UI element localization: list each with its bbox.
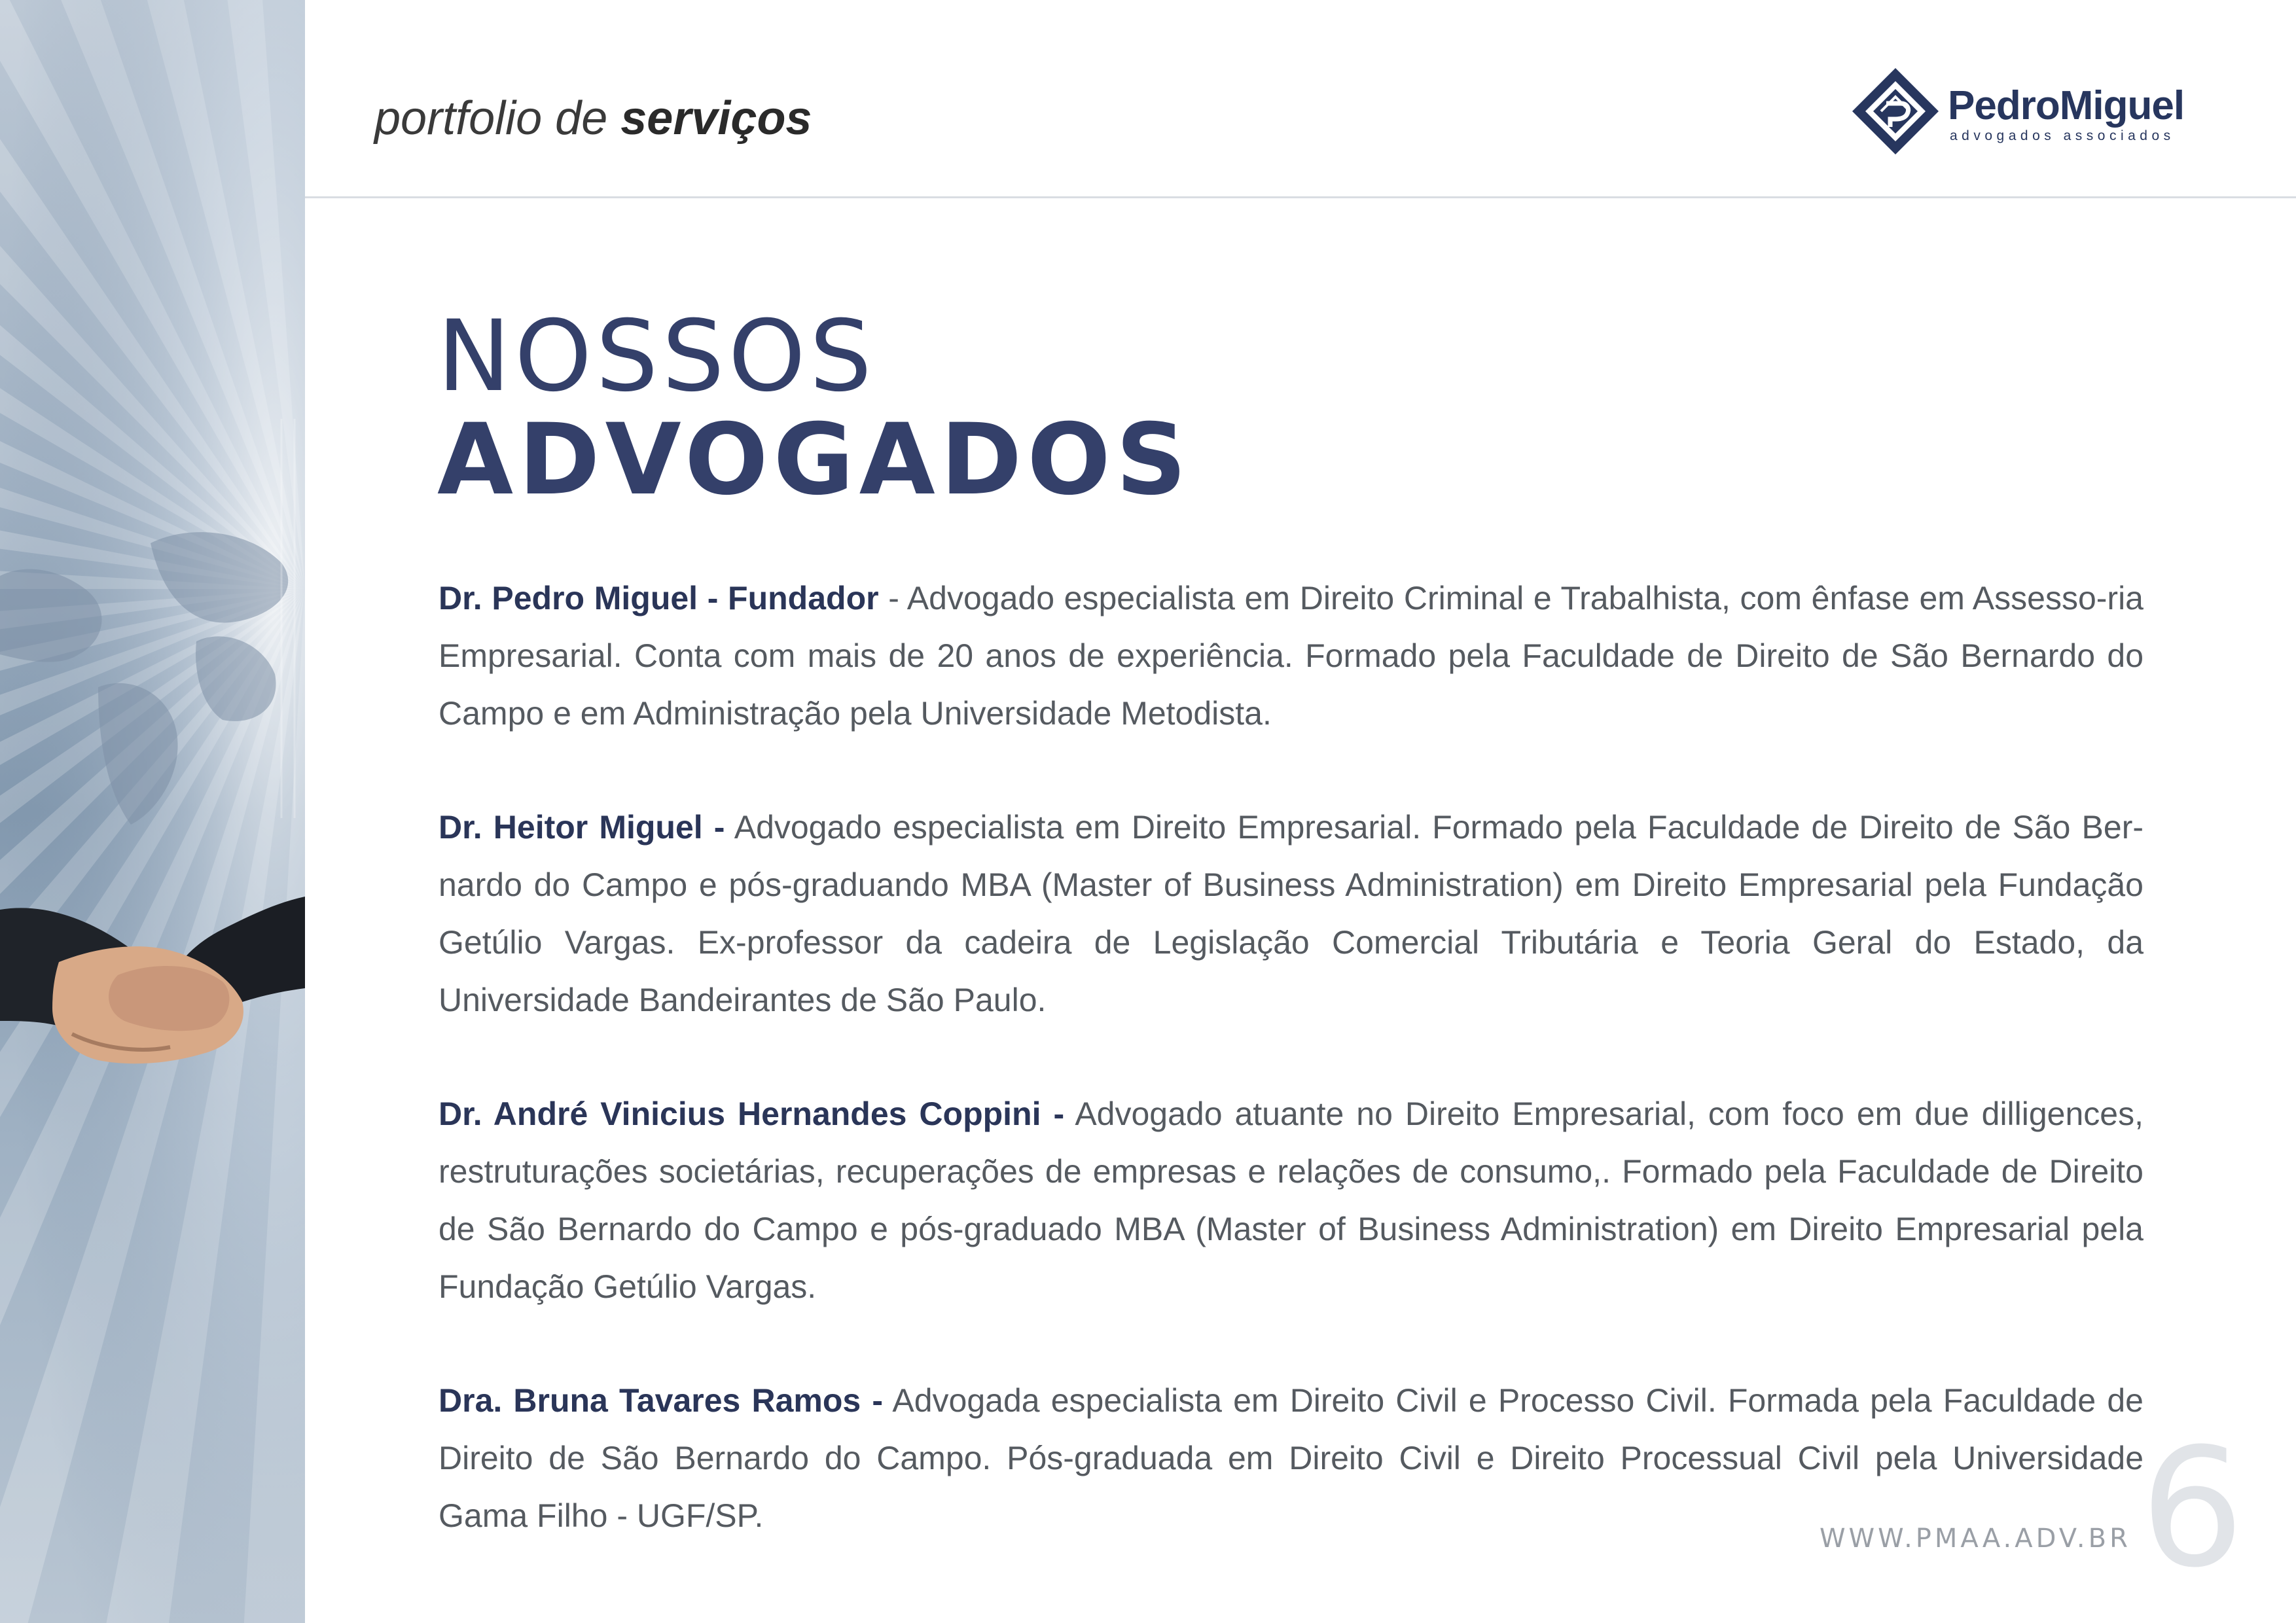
lawyer-name: Dr. Pedro Miguel - Fundador [439, 580, 879, 616]
logo-name-last: Miguel [2059, 83, 2185, 128]
lawyer-description: Advogada especialista em Direito Civil e Processo Civil. Formada pela Faculdade de Direito de São Bernardo do Campo. Pós-graduada em Direito Civil e Direito Processual Civil pela Universidade Gama Filho - UGF/SP. [439, 1382, 2144, 1534]
lawyer-name: Dr. André Vinicius Hernandes Coppini - [439, 1096, 1065, 1132]
logo-diamond-icon [1850, 65, 1941, 157]
section-title-regular: portfolio de [374, 92, 621, 145]
company-logo [1850, 65, 2216, 157]
logo-name-first: Pedro [1948, 83, 2060, 128]
headline [437, 300, 1192, 517]
decorative-side-image [0, 0, 305, 1623]
page-header [305, 0, 2296, 198]
lawyer-name: Dra. Bruna Tavares Ramos - [439, 1382, 883, 1419]
section-title-bold: serviços [620, 92, 812, 145]
website-url: WWW.PMAA.ADV.BR [1820, 1524, 2131, 1554]
lawyer-bio [439, 569, 2144, 742]
headline-line-1: NOSSOS [437, 300, 876, 414]
lawyer-description: - Advogado especialista em Direito Criminal e Trabalhista, com ênfase em Assesso-ria Empresarial. Conta com mais de 20 anos de experiência. Formado pela Faculdade de Direito de São Bernardo do Campo e em Administração pela Universidade Metodista. [439, 580, 2144, 732]
lawyer-bio [439, 1372, 2144, 1544]
page-section-title [374, 92, 812, 145]
lawyer-bio [439, 1085, 2144, 1315]
page-number: 6 [2140, 1413, 2245, 1603]
lawyer-name: Dr. Heitor Miguel - [439, 809, 725, 846]
logo-tagline: advogados associados [1950, 128, 2175, 143]
lawyer-bio-list [439, 569, 2144, 1601]
headline-line-2: ADVOGADOS [437, 403, 1192, 517]
lawyer-description: Advogado atuante no Direito Empresarial, com foco em due dilligences, restruturações societárias, recuperações de empresas e relações de consumo,. Formado pela Faculdade de Direito de São Bernardo do Campo e pós-graduado MBA (Master of Business Administration) em Direito Empresarial pela Fundação Getúlio Vargas. [439, 1096, 2144, 1305]
lawyer-description: Advogado especialista em Direito Empresarial. Formado pela Faculdade de Direito de São Ber-nardo do Campo e pós-graduando MBA (Master of Business Administration) em Direito Empresarial pela Fundação Getúlio Vargas. Ex-professor da cadeira de Legislação Comercial Tributária e Teoria Geral do Estado, da Universidade Bandeirantes de São Paulo. [439, 809, 2144, 1018]
logo-wordmark [1948, 82, 2184, 129]
sunburst-handshake-illustration [0, 0, 305, 1623]
lawyer-bio [439, 798, 2144, 1029]
